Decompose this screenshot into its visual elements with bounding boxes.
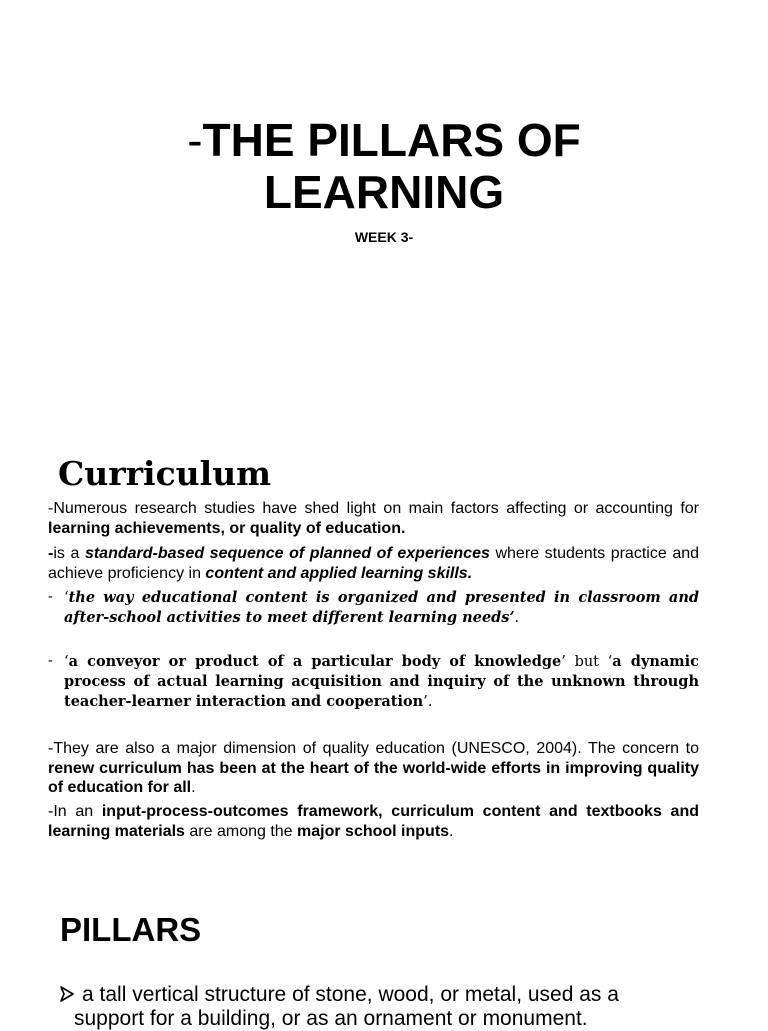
p3-end: . xyxy=(191,779,196,796)
curriculum-paragraph-1 xyxy=(48,499,699,538)
bullet-dash: - xyxy=(48,653,53,669)
p2-dash: - xyxy=(48,545,54,562)
p4-bold-a: input-process-outcomes framework, curriculum content and textbooks and learning materials xyxy=(48,803,699,840)
b1-end: . xyxy=(514,610,520,626)
title-line-2: LEARNING xyxy=(263,166,505,218)
p2-bold-italic-b: content and applied learning skills. xyxy=(205,564,473,582)
b1-open-quote: ‘ xyxy=(64,590,69,606)
curriculum-paragraph-2 xyxy=(48,544,699,583)
p3-bold: renew curriculum has been at the heart of the world-wide efforts in improving quality of education for all xyxy=(48,759,699,796)
p3-text-a: -They are also a major dimension of quality education (UNESCO, 2004). The concern to xyxy=(48,740,699,757)
bullet-dash: - xyxy=(48,589,53,605)
title-slide xyxy=(0,0,768,440)
curriculum-paragraph-3 xyxy=(48,739,699,798)
arrow-bullet-icon xyxy=(60,983,82,1007)
pillars-heading: PILLARS xyxy=(60,911,202,948)
b2-open-quote: ‘ xyxy=(64,654,69,670)
p4-end: . xyxy=(449,822,454,840)
curriculum-bullet-1 xyxy=(48,588,699,628)
b2-quote-1: a conveyor or product of a particular body of knowledge xyxy=(68,653,562,670)
p4-text-a: -In an xyxy=(48,803,102,820)
title-dash: - xyxy=(187,114,203,166)
curriculum-bullet-2 xyxy=(48,652,699,712)
definition-line-2: support for a building, or as an ornament or monument. xyxy=(74,1007,588,1030)
p2-bold-italic-a: standard-based sequence of planned of experiences xyxy=(84,545,490,562)
p2-text-c: where students practice and achieve proficiency in xyxy=(48,545,700,582)
pillars-slide xyxy=(0,880,768,1030)
p4-text-c: are among the xyxy=(184,822,298,840)
p1-bold: learning achievements, or quality of education. xyxy=(48,519,406,537)
b2-quote-2: a dynamic process of actual learning acquisition and inquiry of the unknown through teacher-learner interaction and cooperation xyxy=(64,653,699,710)
p2-text-a: is a xyxy=(53,545,85,562)
title-line-1: THE PILLARS OF xyxy=(202,114,581,166)
b1-quote-text: the way educational content is organized and presented in classroom and after-school activities to meet different learning needs’ xyxy=(64,589,699,626)
b2-middle: ’ but ‘ xyxy=(561,654,613,670)
curriculum-paragraph-4 xyxy=(48,802,699,841)
curriculum-slide xyxy=(0,440,768,880)
page-title xyxy=(0,114,768,218)
p4-bold-b: major school inputs xyxy=(297,822,450,840)
week-label: WEEK 3- xyxy=(354,229,414,245)
p1-text: -Numerous research studies have shed light on main factors affecting or accounting for xyxy=(48,500,699,517)
b2-end: ’. xyxy=(423,694,433,710)
definition-line-1: a tall vertical structure of stone, wood, or metal, used as a xyxy=(82,983,619,1006)
curriculum-heading: Curriculum xyxy=(58,454,272,493)
